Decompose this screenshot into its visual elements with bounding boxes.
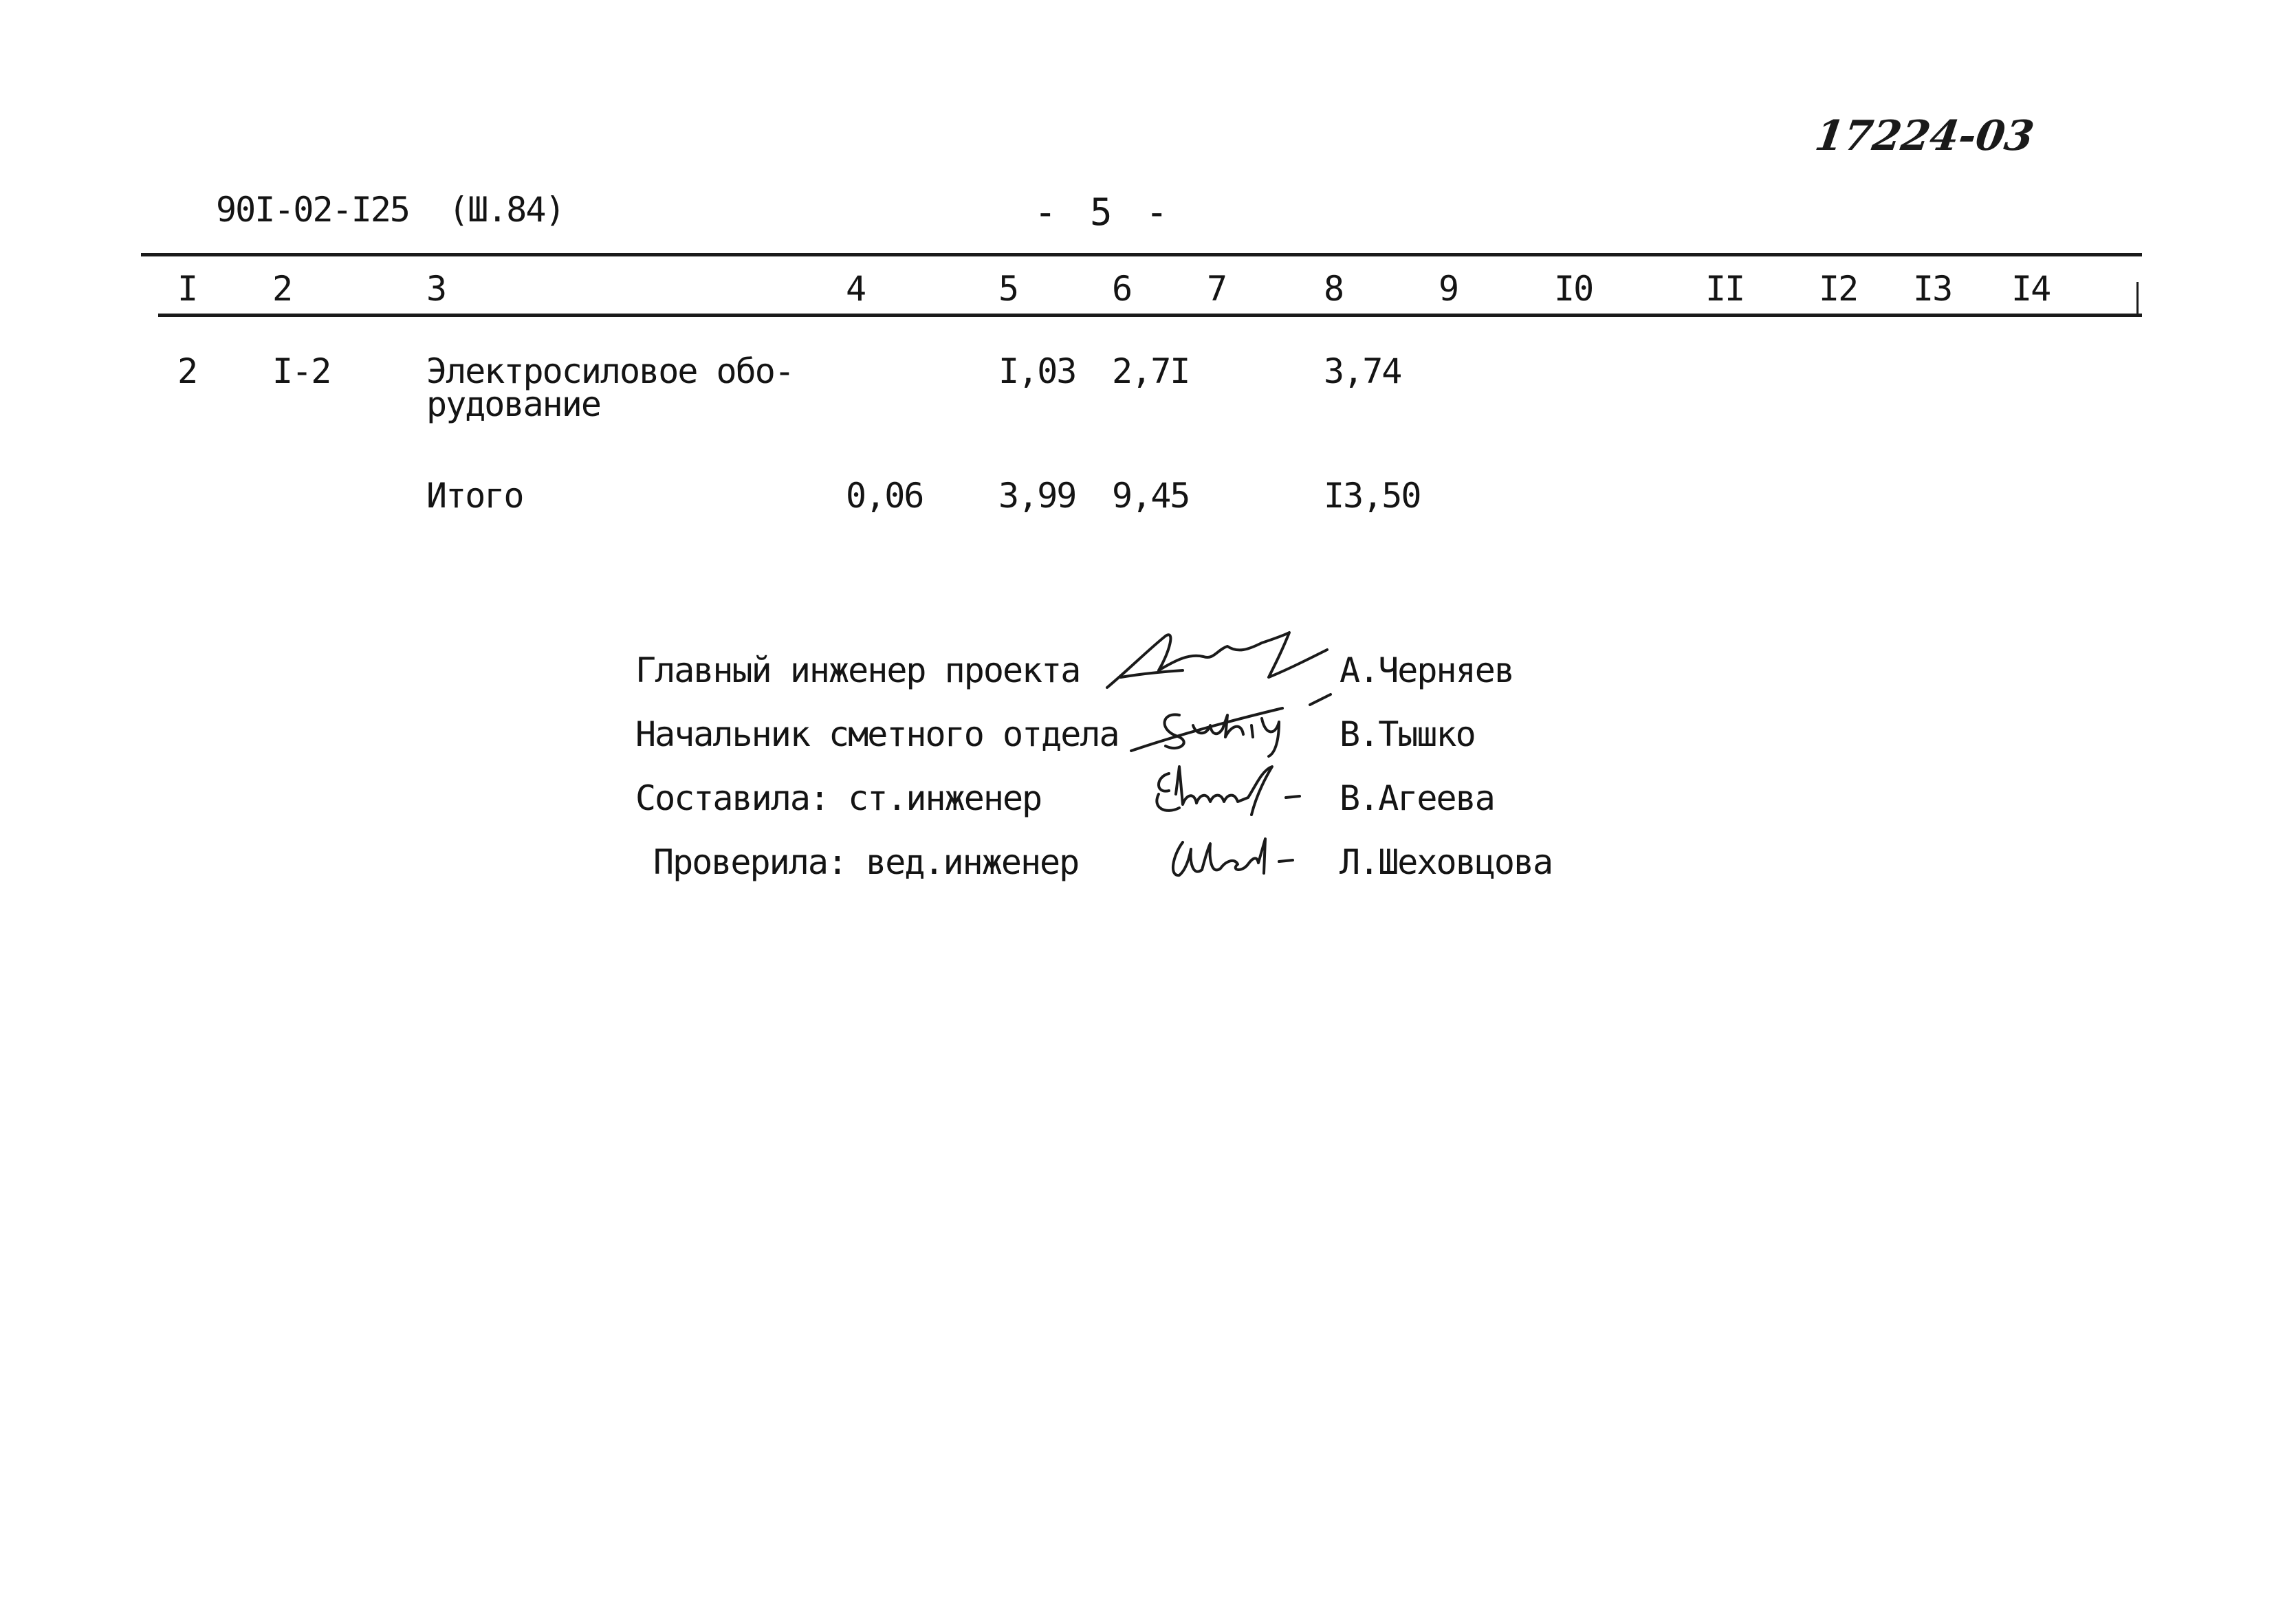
row-value-col8: 3,74 [1324, 351, 1401, 391]
column-number: 8 [1324, 269, 1344, 309]
column-number: I [177, 269, 197, 309]
column-number: 6 [1112, 269, 1132, 309]
row-value-col6: 2,7I [1112, 351, 1190, 391]
column-number: I4 [2011, 269, 2051, 309]
total-label: Итого [426, 476, 523, 516]
signer-name: В.Агеева [1340, 778, 1494, 818]
signature-role: Главный инженер проекта [635, 650, 1080, 690]
total-value-col4: 0,06 [846, 476, 923, 516]
document-code: 90I-02-I25 [216, 190, 410, 230]
total-value-col8: I3,50 [1324, 476, 1421, 516]
signature-role: Начальник сметного отдела [635, 714, 1119, 754]
column-number: II [1705, 269, 1745, 309]
table-top-rule [141, 253, 2142, 256]
table-right-tick [2136, 282, 2139, 315]
column-number: 9 [1439, 269, 1458, 309]
price-level: (Ш.84) [448, 190, 565, 230]
column-number: 7 [1207, 269, 1227, 309]
signer-name: Л.Шеховцова [1340, 842, 1553, 882]
archive-number: 17224-03 [1812, 112, 2037, 160]
column-number: I2 [1819, 269, 1858, 309]
signature-role: Проверила: вед.инженер [653, 842, 1079, 882]
signature-mark [1145, 756, 1317, 825]
column-number: 3 [426, 269, 446, 309]
signature-mark [1100, 622, 1334, 698]
row-name-line2: рудование [426, 384, 600, 424]
row-name-line1: Электросиловое обо- [426, 351, 794, 391]
row-number: 2 [177, 351, 197, 391]
row-code: I-2 [272, 351, 331, 391]
column-number: 4 [846, 269, 866, 309]
column-number: I0 [1554, 269, 1593, 309]
signer-name: В.Тышко [1340, 714, 1475, 754]
signer-name: А.Черняев [1340, 650, 1513, 690]
signature-mark [1162, 822, 1300, 890]
total-value-col5: 3,99 [998, 476, 1076, 516]
signature-mark [1128, 688, 1341, 760]
column-number: 2 [272, 269, 292, 309]
signature-role: Составила: ст.инженер [635, 778, 1042, 818]
row-value-col5: I,03 [998, 351, 1076, 391]
column-number: I3 [1913, 269, 1952, 309]
column-number: 5 [998, 269, 1018, 309]
total-value-col6: 9,45 [1112, 476, 1190, 516]
table-header-rule [158, 314, 2142, 317]
page-number: - 5 - [1034, 190, 1174, 234]
